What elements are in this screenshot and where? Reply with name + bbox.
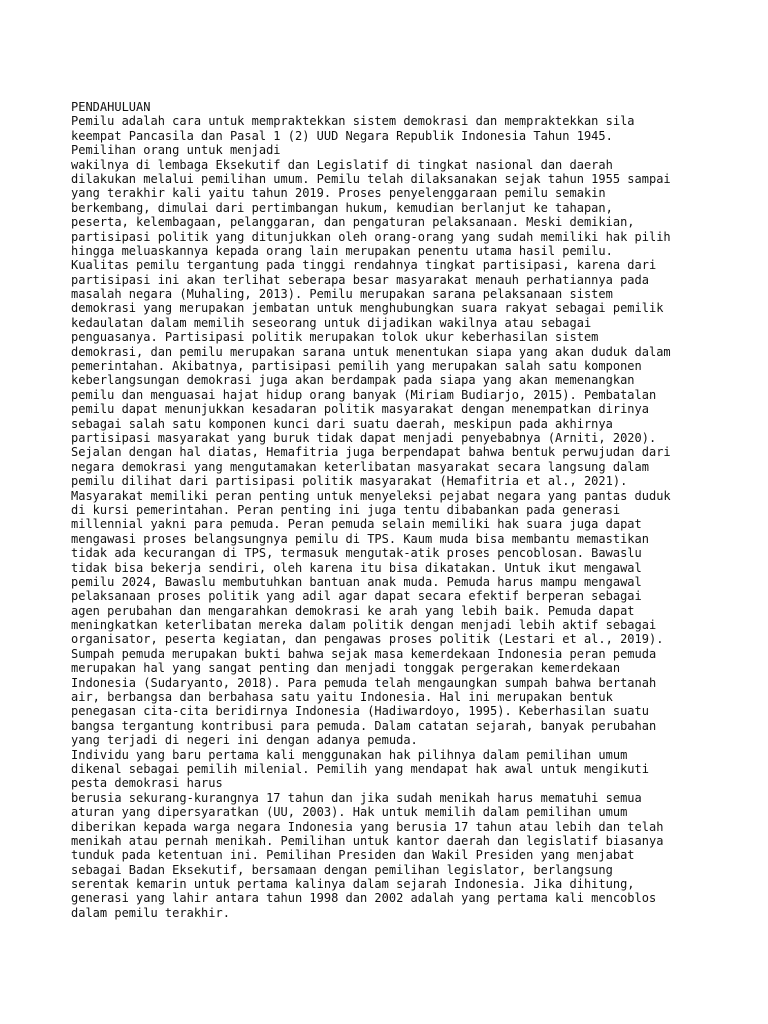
text-line: di kursi pemerintahan. Peran penting ini juga tentu dibabankan pada generasi (71, 502, 621, 517)
text-line: menikah atau pernah menikah. Pemilihan untuk kantor daerah dan legislatif biasanya (71, 833, 664, 848)
section-heading: PENDAHULUAN (71, 100, 151, 114)
text-line: pesta demokrasi harus (71, 776, 223, 791)
text-line: tidak ada kecurangan di TPS, termasuk mengutak-atik proses pencoblosan. Bawaslu (71, 546, 642, 561)
text-line: pemerintahan. Akibatnya, partisipasi pemilih yang merupakan salah satu komponen (71, 359, 642, 374)
text-line: meningkatkan keterlibatan mereka dalam politik dengan menjadi lebih aktif sebagai (71, 618, 657, 633)
text-line: Sumpah pemuda merupakan bukti bahwa sejak masa kemerdekaan Indonesia peran pemuda (71, 646, 657, 661)
text-line: wakilnya di lembaga Eksekutif dan Legislatif di tingkat nasional dan daerah (71, 157, 613, 172)
text-line: demokrasi yang merupakan jembatan untuk menghubungkan suara rakyat sebagai pemilik (71, 301, 664, 316)
text-line: dikenal sebagai pemilih milenial. Pemilih yang mendapat hak awal untuk mengikuti (71, 761, 649, 776)
text-line: yang terakhir kali yaitu tahun 2019. Proses penyelenggaraan pemilu semakin (71, 186, 606, 201)
text-line: penegasan cita-cita beridirnya Indonesia (Hadiwardoyo, 1995). Keberhasilan suatu (71, 704, 649, 719)
text-line: partisipasi politik yang ditunjukkan oleh orang-orang yang sudah memiliki hak pilih (71, 229, 671, 244)
document-body (71, 100, 711, 920)
text-line: hingga meluaskannya kepada orang lain merupakan penentu utama hasil pemilu. (71, 243, 613, 258)
text-line: berkembang, dimulai dari pertimbangan hukum, kemudian berlanjut ke tahapan, (71, 200, 613, 215)
text-line: tidak bisa bekerja sendiri, oleh karena itu bisa dikatakan. Untuk ikut mengawal (71, 560, 642, 575)
text-line: Indonesia (Sudaryanto, 2018). Para pemuda telah mengaungkan sumpah bahwa bertanah (71, 675, 657, 690)
text-line: Sejalan dengan hal diatas, Hemafitria juga berpendapat bahwa bentuk perwujudan dari (71, 445, 671, 460)
text-line: agen perubahan dan mengarahkan demokrasi ke arah yang lebih baik. Pemuda dapat (71, 603, 635, 618)
text-line: merupakan hal yang sangat penting dan menjadi tonggak pergerakan kemerdekaan (71, 661, 621, 676)
text-line: millennial yakni para pemuda. Peran pemuda selain memiliki hak suara juga dapat (71, 517, 642, 532)
text-line: keempat Pancasila dan Pasal 1 (2) UUD Negara Republik Indonesia Tahun 1945. (71, 128, 613, 143)
text-line: organisator, peserta kegiatan, dan pengawas proses politik (Lestari et al., 2019). (71, 632, 664, 647)
text-line: Pemilu adalah cara untuk mempraktekkan sistem demokrasi dan mempraktekkan sila (71, 114, 635, 129)
text-line: pemilu dan menguasai hajat hidup orang banyak (Miriam Budiarjo, 2015). Pembatalan (71, 387, 657, 402)
text-line: Pemilihan orang untuk menjadi (71, 143, 281, 158)
text-line: sebagai salah satu komponen kunci dari suatu daerah, meskipun pada akhirnya (71, 416, 613, 431)
text-line: mengawasi proses belangsungnya pemilu di TPS. Kaum muda bisa membantu memastikan (71, 531, 649, 546)
text-line: negara demokrasi yang mengutamakan keterlibatan masyarakat secara langsung dalam (71, 459, 649, 474)
text-line: yang terjadi di negeri ini dengan adanya pemuda. (71, 733, 418, 748)
text-line: partisipasi ini akan terlihat seberapa besar masyarakat menauh perhatiannya pada (71, 272, 649, 287)
text-line: Individu yang baru pertama kali menggunakan hak pilihnya dalam pemilihan umum (71, 747, 628, 762)
text-line: demokrasi, dan pemilu merupakan sarana untuk menentukan siapa yang akan duduk dalam (71, 344, 671, 359)
text-line: aturan yang dipersyaratkan (UU, 2003). Hak untuk memilih dalam pemilihan umum (71, 805, 628, 820)
text-line: Masyarakat memiliki peran penting untuk menyeleksi pejabat negara yang pantas duduk (71, 488, 671, 503)
text-line: kedaulatan dalam memilih seseorang untuk dijadikan wakilnya atau sebagai (71, 315, 592, 330)
text-line: partisipasi masyarakat yang buruk tidak dapat menjadi penyebabnya (Arniti, 2020). (71, 430, 657, 445)
text-line: pelaksanaan proses politik yang adil agar dapat secara efektif berperan sebagai (71, 589, 642, 604)
text-line: dilakukan melalui pemilihan umum. Pemilu telah dilaksanakan sejak tahun 1955 sampai (71, 171, 671, 186)
text-line: peserta, kelembagaan, pelanggaran, dan pengaturan pelaksanaan. Meski demikian, (71, 215, 635, 230)
text-line: Kualitas pemilu tergantung pada tinggi rendahnya tingkat partisipasi, karena dari (71, 258, 657, 273)
text-line: generasi yang lahir antara tahun 1998 dan 2002 adalah yang pertama kali mencoblos (71, 891, 657, 906)
text-line: keberlangsungan demokrasi juga akan berdampak pada siapa yang akan memenangkan (71, 373, 635, 388)
text-line: pemilu dilihat dari partisipasi politik masyarakat (Hemafitria et al., 2021). (71, 474, 628, 489)
text-line: air, berbangsa dan berbahasa satu yaitu Indonesia. Hal ini merupakan bentuk (71, 690, 613, 705)
text-line: dalam pemilu terakhir. (71, 905, 230, 920)
text-line: pemilu 2024, Bawaslu membutuhkan bantuan anak muda. Pemuda harus mampu mengawal (71, 574, 642, 589)
text-line: diberikan kepada warga negara Indonesia yang berusia 17 tahun atau lebih dan telah (71, 819, 664, 834)
text-line: penguasanya. Partisipasi politik merupakan tolok ukur keberhasilan sistem (71, 330, 599, 345)
text-line: serentak kemarin untuk pertama kalinya dalam sejarah Indonesia. Jika dihitung, (71, 877, 635, 892)
text-line: bangsa tergantung kontribusi para pemuda. Dalam catatan sejarah, banyak perubahan (71, 718, 657, 733)
text-line: pemilu dapat menunjukkan kesadaran politik masyarakat dengan menempatkan dirinya (71, 402, 649, 417)
text-line: sebagai Badan Eksekutif, bersamaan dengan pemilihan legislator, berlangsung (71, 862, 613, 877)
text-line: tunduk pada ketentuan ini. Pemilihan Presiden dan Wakil Presiden yang menjabat (71, 848, 635, 863)
text-line: berusia sekurang-kurangnya 17 tahun dan jika sudah menikah harus mematuhi semua (71, 790, 642, 805)
text-line: masalah negara (Muhaling, 2013). Pemilu merupakan sarana pelaksanaan sistem (71, 287, 613, 302)
